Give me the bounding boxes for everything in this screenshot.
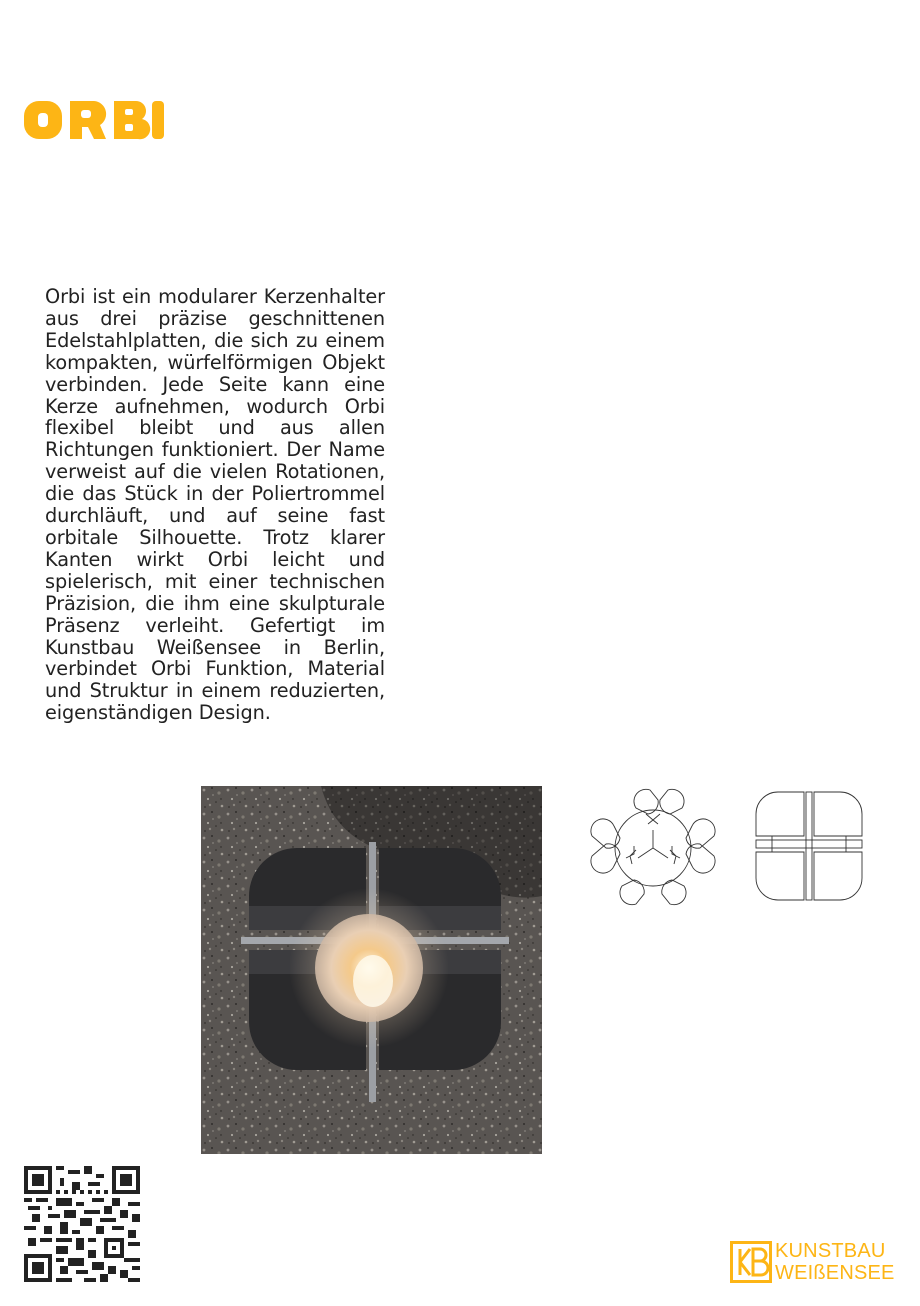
kb-monogram-icon <box>730 1241 772 1283</box>
three-plate-assembly-drawing <box>586 786 720 908</box>
qr-code[interactable] <box>24 1166 140 1282</box>
kunstbau-weissensee-logo <box>730 1240 898 1284</box>
four-quadrant-plate-drawing <box>752 790 866 902</box>
orbi-logo <box>24 100 190 142</box>
product-description: Orbi ist ein modularer Kerzenhalter aus drei präzise geschnittenen Edelstahlplatten, die sich zu einem kompakten, würfelförmigen Objekt verbinden. Jede Seite kann eine Kerze aufnehmen, wodurch Orbi flexibel bleibt und aus allen Richtungen funktioniert. Der Name verweist auf die vielen Rotationen, die das Stück in der Poliertrommel durchläuft, und auf seine fast orbitale Silhouette. Trotz klarer Kanten wirkt Orbi leicht und spielerisch, mit einer technischen Präzision, die ihm eine skulpturale Präsenz verleiht. Gefertigt im Kunstbau Weißensee in Berlin, verbindet Orbi Funktion, Material und Struktur in einem reduzierten, eigenständigen Design. <box>45 285 385 725</box>
brand-line-kunstbau: KUNSTBAU <box>775 1240 886 1262</box>
candle-holder-photo <box>201 786 542 1154</box>
brand-line-weissensee: WEIßENSEE <box>775 1262 895 1284</box>
